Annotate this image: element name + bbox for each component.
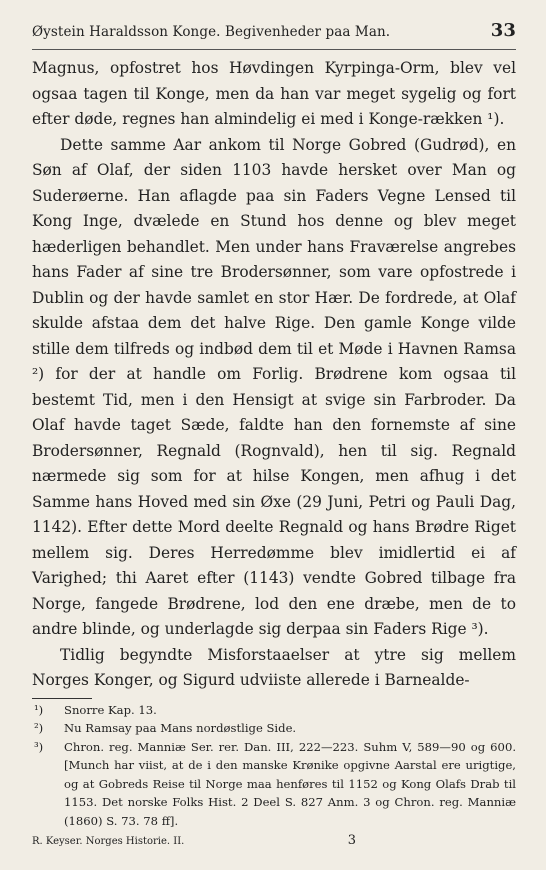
- running-header: [32, 20, 516, 50]
- sheet-number: 3: [347, 832, 356, 848]
- footnote: [32, 701, 516, 720]
- paragraph: Dette samme Aar ankom til Norge Gobred (Gudrød), en Søn af Olaf, der siden 1103 havde hersket over Man og Suderøerne. Han aflagde paa sin Faders Vegne Lensed til Kong Inge, dvælede en Stund hos denne og blev meget hæderligen behandlet. Men under hans Fraværelse angrebes hans Fader af sine tre Brodersønner, som vare opfostrede i Dublin og der havde samlet en stor Hær. De fordrede, at Olaf skulde afstaa dem det halve Rige. Den gamle Konge vilde stille dem tilfreds og indbød dem til et Møde i Havnen Ramsa ²) for der at handle om Forlig. Brødrene kom ogsaa til bestemt Tid, men i den Hensigt at svige sin Farbroder. Da Olaf havde taget Sæde, faldte han den fornemste af sine Brodersønner, Regnald (Rognvald), hen til sig. Regnald nærmede sig som for at hilse Kongen, men afhug i det Samme hans Hoved med sin Øxe (29 Juni, Petri og Pauli Dag, 1142). Efter dette Mord deelte Regnald og hans Brødre Riget mellem sig. Deres Herredømme blev imidlertid ei af Varighed; thi Aaret efter (1143) vendte Gobred tilbage fra Norge, fangede Brødrene, lod den ene dræbe, men de to andre blinde, og underlagde sig derpaa sin Faders Rige ³).: [32, 135, 516, 638]
- footnote-text: Snorre Kap. 13.: [64, 702, 157, 717]
- footnote-marker: ¹): [34, 702, 44, 717]
- footnote-marker: ³): [34, 739, 44, 754]
- footnote: [32, 738, 516, 831]
- printer-signature: R. Keyser. Norges Historie. II.: [32, 835, 185, 847]
- paragraph: Magnus, opfostret hos Høvdingen Kyrpinga-Orm, blev vel ogsaa tagen til Konge, men da han var meget sygelig og fort efter døde, regnes han almindelig ei med i Konge-rækken ¹).: [32, 59, 516, 128]
- footnote-text: Nu Ramsay paa Mans nordøstlige Side.: [64, 721, 297, 736]
- paragraph: Tidlig begyndte Misforstaaelser at ytre sig mellem Norges Konger, og Sigurd udviiste allerede i Barnealde-: [32, 645, 516, 689]
- footnote-marker: ²): [34, 721, 44, 736]
- footnote-text: Chron. reg. Manniæ Ser. rer. Dan. III, 222—223. Suhm V, 589—90 og 600. [Munch har viist, at de i den manske Krønike opgivne Aarstal ere urigtige, og at Gobreds Reise til Norge maa henføres til 1152 og Kong Olafs Drab til 1153. Det norske Folks Hist. 2 Deel S. 827 Anm. 3 og Chron. reg. Manniæ (1860) S. 73. 78 ff].: [64, 739, 516, 829]
- page-number: 33: [490, 20, 516, 41]
- footnotes: [32, 701, 516, 831]
- footnote-separator: [32, 698, 92, 699]
- footnote: [32, 719, 516, 738]
- running-title: Øystein Haraldsson Konge. Begivenheder paa Man.: [32, 24, 391, 40]
- page-footer: [32, 833, 516, 848]
- main-text: [32, 56, 516, 694]
